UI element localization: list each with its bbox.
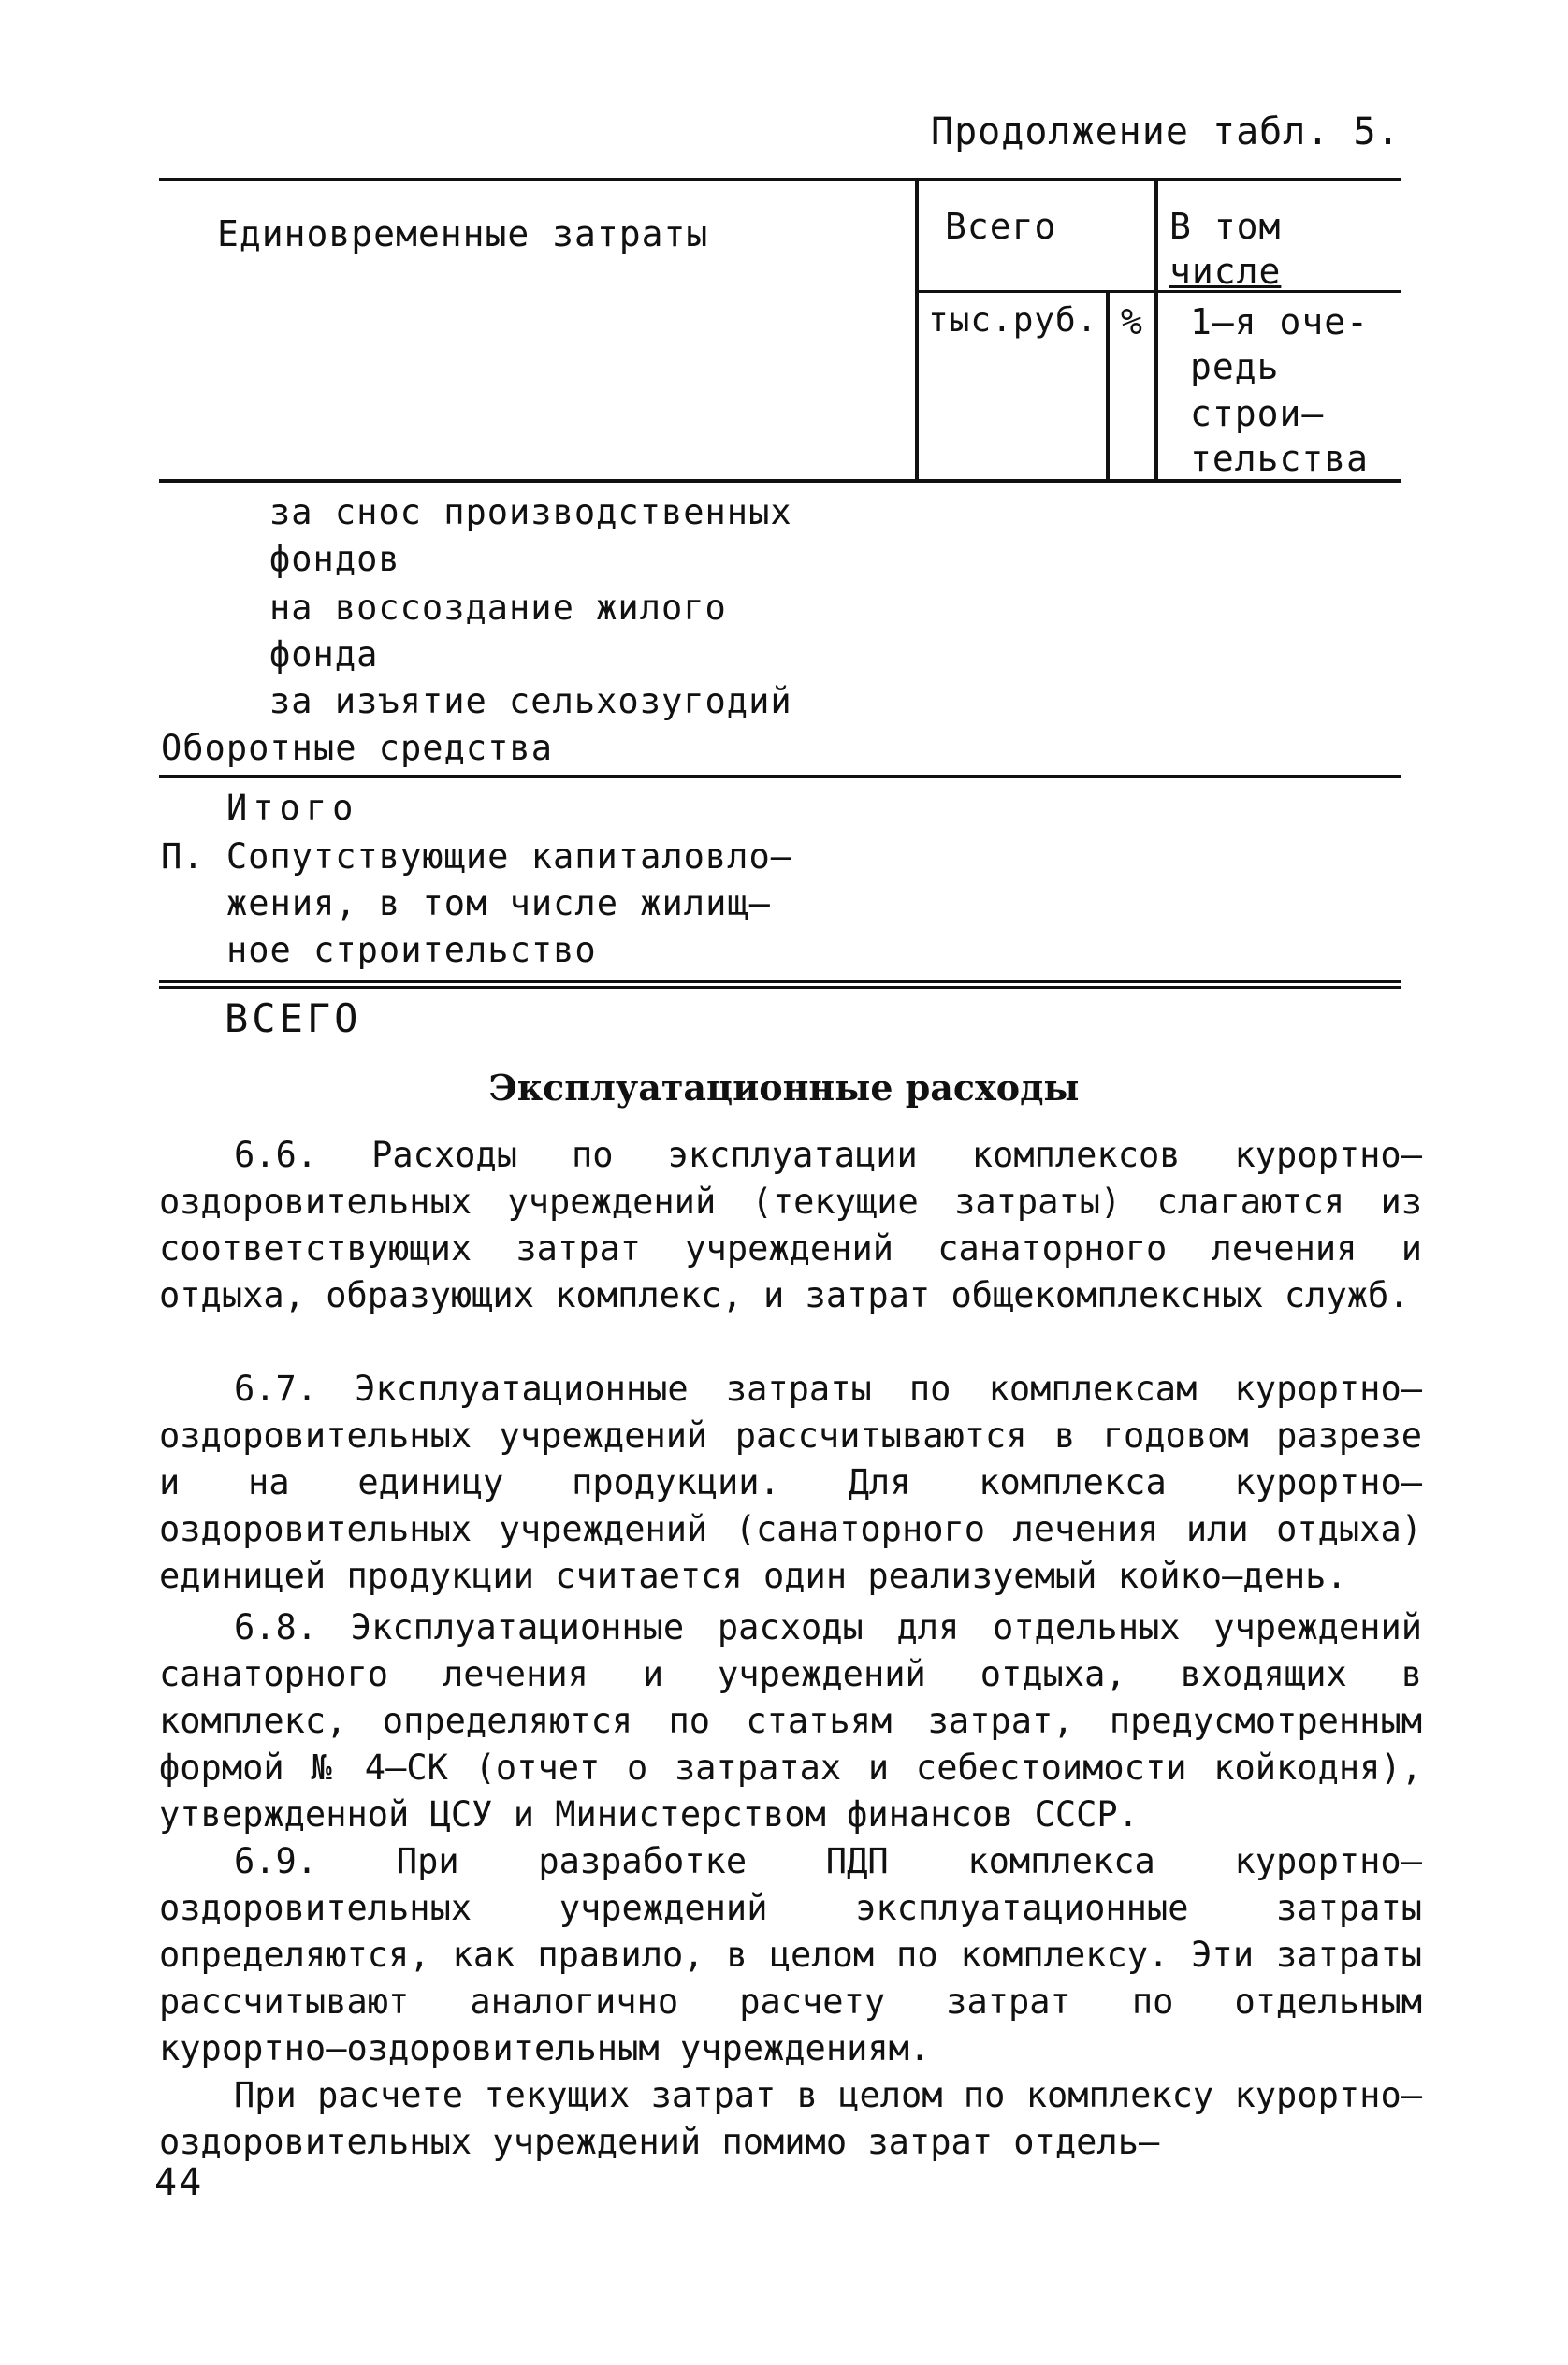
column-header-including-1: В том	[1169, 206, 1282, 247]
column-header-total: Всего	[945, 206, 1057, 247]
column-header-first-stage-2: редь	[1190, 346, 1280, 387]
table-row: фонда	[269, 634, 379, 675]
section2-line-2: жения, в том числе жилищ–	[226, 883, 771, 923]
column-header-first-stage-1: 1–я оче-	[1190, 301, 1370, 342]
paragraph: 6.8. Эксплуатационные расходы для отдельных учреждений санаторного лечения и учреждений отдыха, входящих в комплекс, определяются по статьям затрат, предусмотренным формой № 4–СК (отчет о затратах и себестоимости койкодня), утвержденной ЦСУ и Министерством финансов СССР.	[159, 1607, 1422, 1835]
paragraph: При расчете текущих затрат в целом по комплексу курортно–оздоровительных учреждений помимо затрат отдель–	[159, 2075, 1422, 2162]
section-title: Эксплуатационные расходы	[488, 1066, 1080, 1109]
table-header-bottom-rule	[159, 479, 1401, 483]
column-header-first-stage-3: строи–	[1190, 393, 1325, 434]
paragraph: 6.9. При разработке ПДП комплекса курортно–оздоровительных учреждений эксплуатационные затраты определяются, как правило, в целом по комплексу. Эти затраты рассчитывают аналогично расчету затрат по отдельным курортно–оздоровительным учреждениям.	[159, 1841, 1422, 2068]
column-header-including-2: числе	[1169, 251, 1282, 292]
column-header-first-stage-4: тельства	[1190, 438, 1370, 479]
table-row: на воссоздание жилого	[269, 588, 727, 628]
table-row: Оборотные средства	[161, 728, 553, 768]
table-subheader-rule	[915, 290, 1401, 293]
column-header-thousand-rub: тыс.руб.	[928, 301, 1098, 340]
table-rule-double	[159, 980, 1401, 983]
page-number: 44	[154, 2161, 204, 2204]
paragraph: 6.6. Расходы по эксплуатации комплексов курортно–оздоровительных учреждений (текущие затраты) слагаются из соответствующих затрат учреждений санаторного лечения и отдыха, образующих комплекс, и затрат общекомплексных служб.	[159, 1135, 1422, 1315]
vsego-row: ВСЕГО	[225, 995, 362, 1041]
section2-line-3: ное строительство	[226, 930, 597, 970]
table-divider	[915, 178, 919, 479]
column-header-percent: %	[1121, 301, 1143, 342]
table-rule-double	[159, 986, 1401, 989]
table-divider	[1154, 178, 1158, 479]
column-header-costs: Единовременные затраты	[217, 213, 709, 254]
table-row: фондов	[269, 539, 400, 579]
itogo-row: Итого	[226, 788, 359, 828]
table-continuation-caption: Продолжение табл. 5.	[931, 110, 1401, 153]
table-row: за изъятие сельхозугодий	[269, 681, 792, 721]
table-rule	[159, 775, 1401, 778]
table-top-rule	[159, 178, 1401, 181]
table-divider	[1106, 292, 1110, 479]
section2-line-1: П. Сопутствующие капиталовло–	[161, 836, 793, 877]
table-row: за снос производственных	[269, 492, 792, 532]
paragraph: 6.7. Эксплуатационные затраты по комплексам курортно–оздоровительных учреждений рассчитываются в годовом разрезе и на единицу продукции. Для комплекса курортно–оздоровительных учреждений (санаторного лечения или отдыха) единицей продукции считается один реализуемый койко–день.	[159, 1369, 1422, 1596]
